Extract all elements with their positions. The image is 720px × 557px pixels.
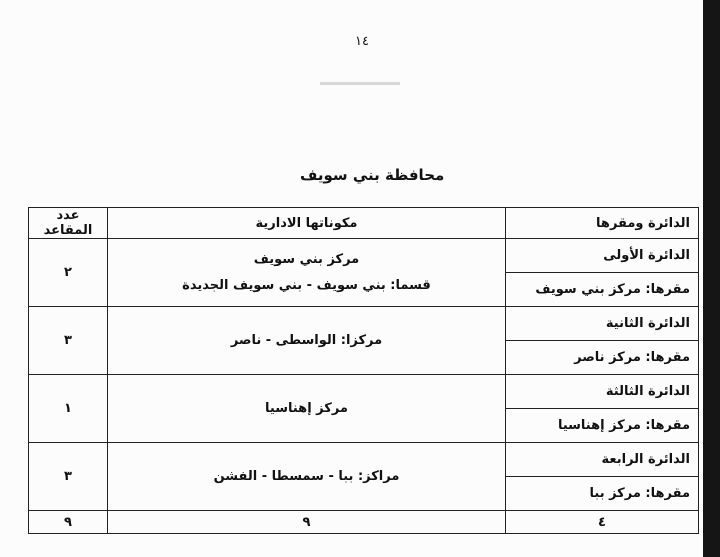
district-name: الدائرة الأولى: [506, 239, 699, 273]
district-components: [108, 443, 506, 511]
component-line: مراكز: ببا - سمسطا - الفشن: [213, 468, 400, 484]
component-line: قسما: بني سويف - بني سويف الجديدة: [182, 277, 431, 293]
component-line: مركز إهناسيا: [265, 400, 348, 416]
district-hq: مقرها: مركز إهناسيا: [506, 409, 699, 443]
district-seats: ٣: [29, 307, 108, 375]
scan-border: [703, 0, 720, 557]
total-components: ٩: [108, 511, 506, 534]
total-seats: ٩: [29, 511, 108, 534]
table-row: [29, 375, 699, 409]
page-number: ١٤: [355, 34, 369, 49]
total-districts: ٤: [506, 511, 699, 534]
district-seats: ١: [29, 375, 108, 443]
component-line: مركز بني سويف: [253, 251, 360, 267]
district-hq: مقرها: مركز ناصر: [506, 341, 699, 375]
districts-table: [28, 207, 699, 534]
district-seats: ٢: [29, 239, 108, 307]
page-title: محافظة بني سويف: [300, 166, 445, 184]
district-components: [108, 307, 506, 375]
scan-mark: [320, 82, 400, 85]
district-components: [108, 239, 506, 307]
district-hq: مقرها: مركز ببا: [506, 477, 699, 511]
table-row: [29, 307, 699, 341]
header-seats: عدد المقاعد: [29, 208, 108, 239]
district-hq: مقرها: مركز بني سويف: [506, 273, 699, 307]
district-name: الدائرة الرابعة: [506, 443, 699, 477]
district-name: الدائرة الثالثة: [506, 375, 699, 409]
district-components: [108, 375, 506, 443]
table-row: [29, 443, 699, 477]
table-row: [29, 239, 699, 273]
header-district: الدائرة ومقرها: [506, 208, 699, 239]
component-line: مركزا: الواسطى - ناصر: [230, 332, 383, 348]
header-components: مكوناتها الادارية: [108, 208, 506, 239]
district-name: الدائرة الثانية: [506, 307, 699, 341]
table-header-row: [29, 208, 699, 239]
district-seats: ٣: [29, 443, 108, 511]
totals-row: [29, 511, 699, 534]
